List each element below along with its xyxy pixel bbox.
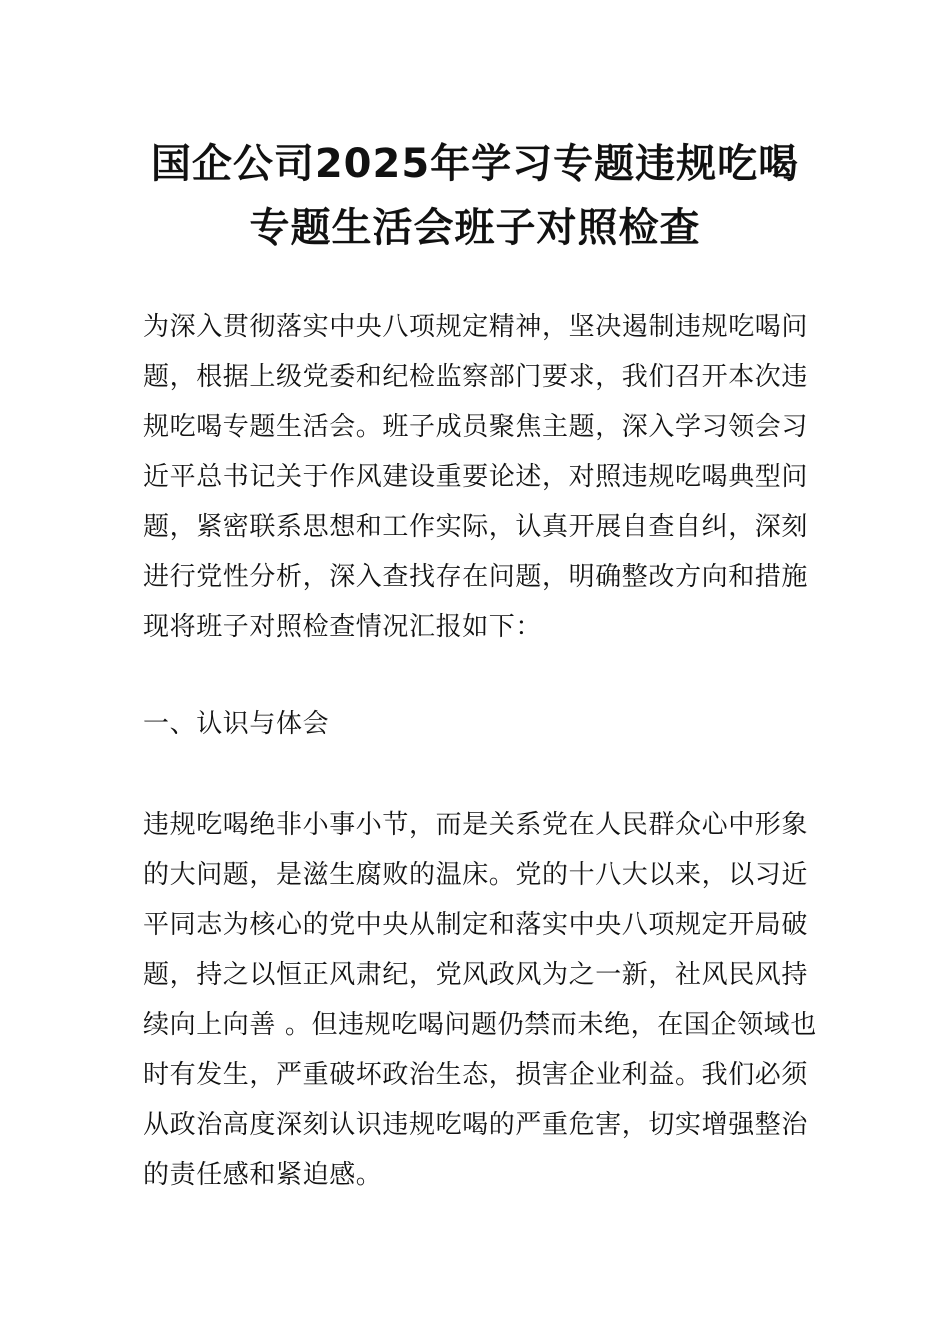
paragraph-line: 的大问题，是滋生腐败的温床。党的十八大以来，以习近 <box>143 860 809 890</box>
paragraph-line: 规吃喝专题生活会。班子成员聚焦主题，深入学习领会习 <box>143 412 809 442</box>
paragraph-line: 违规吃喝绝非小事小节，而是关系党在人民群众心中形象 <box>143 810 809 840</box>
paragraph-line: 题，持之以恒正风肃纪，党风政风为之一新，社风民风持 <box>143 960 809 990</box>
paragraph-line: 题，根据上级党委和纪检监察部门要求，我们召开本次违 <box>143 362 809 392</box>
document-title-line-2: 专题生活会班子对照检查 <box>249 205 701 251</box>
section-heading: 一、认识与体会 <box>143 709 330 739</box>
paragraph-line: 近平总书记关于作风建设重要论述，对照违规吃喝典型问 <box>143 462 809 492</box>
paragraph-line: 从政治高度深刻认识违规吃喝的严重危害，切实增强整治 <box>143 1110 809 1140</box>
paragraph-line: 续向上向善 。但违规吃喝问题仍禁而未绝，在国企领域也 <box>143 1010 817 1040</box>
paragraph-line: 现将班子对照检查情况汇报如下： <box>143 612 543 642</box>
paragraph-line: 时有发生，严重破坏政治生态，损害企业利益。我们必须 <box>143 1060 809 1090</box>
paragraph-line: 平同志为核心的党中央从制定和落实中央八项规定开局破 <box>143 910 809 940</box>
document-title-line-1: 国企公司2025年学习专题违规吃喝 <box>150 141 800 187</box>
paragraph-line: 进行党性分析，深入查找存在问题，明确整改方向和措施 <box>143 562 809 592</box>
section-1-paragraph <box>143 800 823 1200</box>
paragraph-line: 题，紧密联系思想和工作实际，认真开展自查自纠，深刻 <box>143 512 809 542</box>
paragraph-line: 的责任感和紧迫感。 <box>143 1160 383 1190</box>
paragraph-line: 为深入贯彻落实中央八项规定精神，坚决遏制违规吃喝问 <box>143 312 809 342</box>
intro-paragraph <box>143 302 823 652</box>
